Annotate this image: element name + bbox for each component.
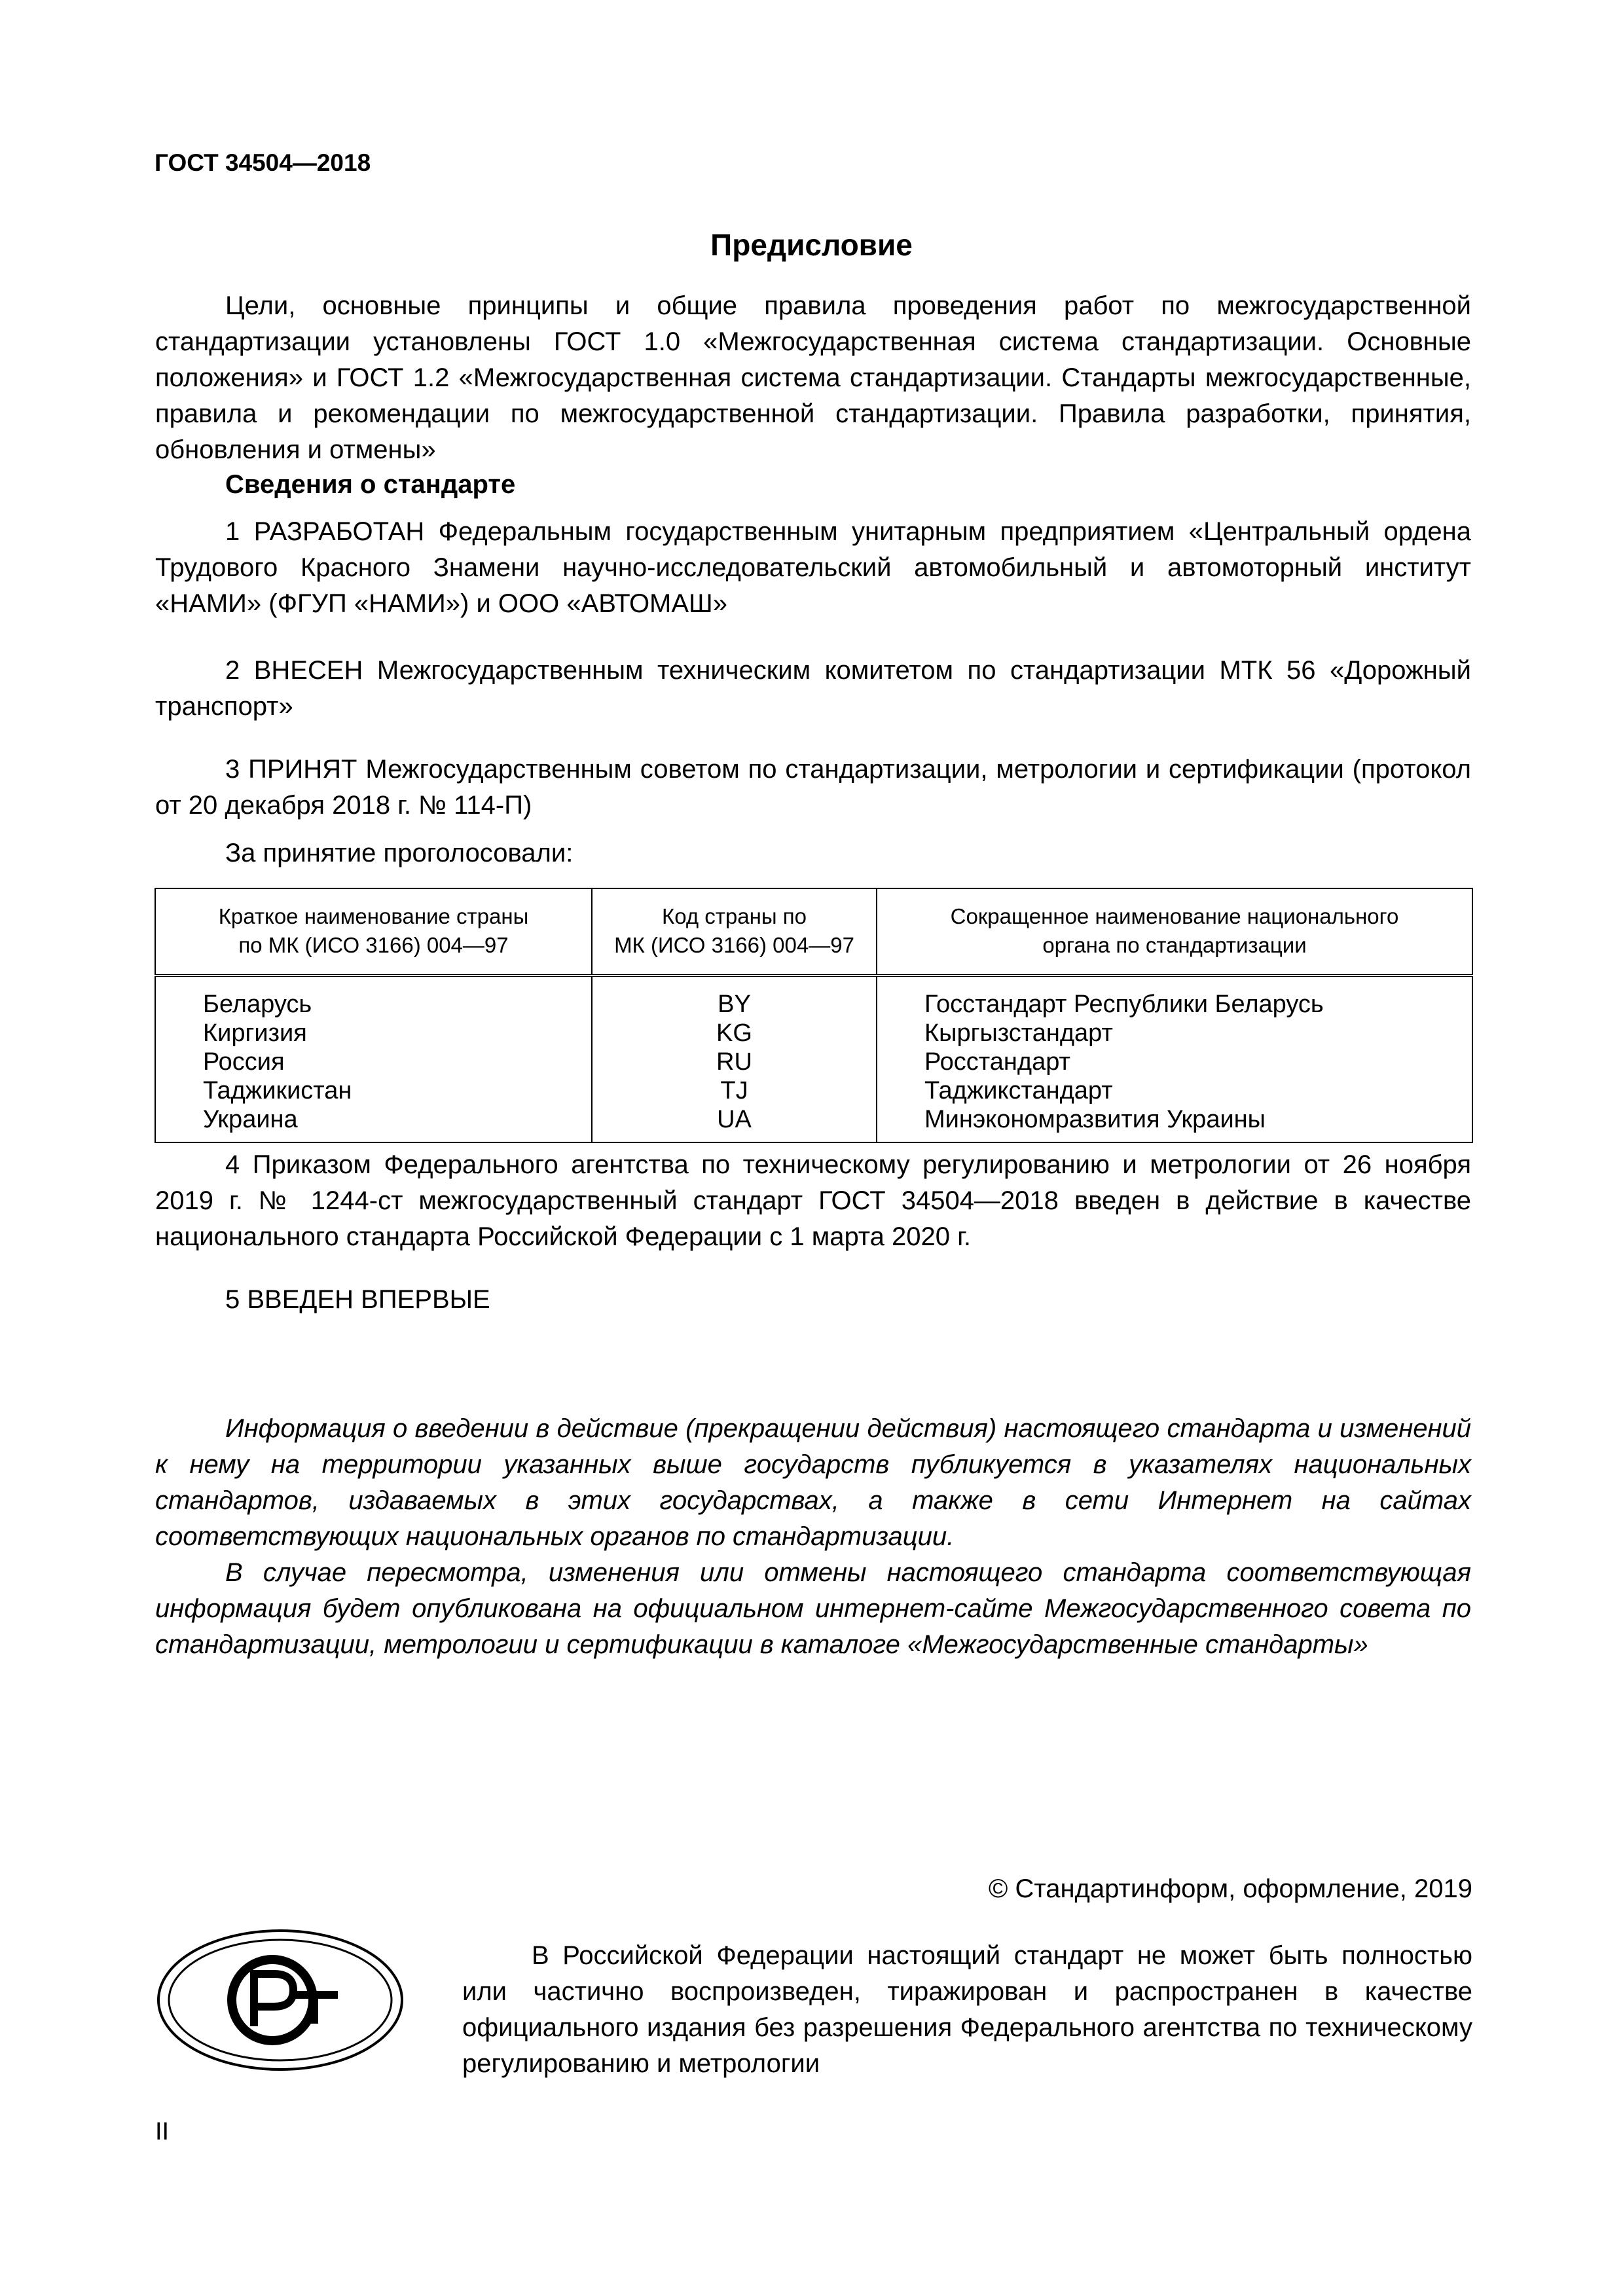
reproduction-notice: В Российской Федерации настоящий стандарт не может быть полностью или частично воспроизведен, тиражирован и распространен в качестве официального издания без разрешения Федерального агентства по техническому регулированию и метрологии [462, 1941, 1472, 2078]
page-number: II [155, 2118, 170, 2145]
cell-code: BY [592, 975, 877, 1019]
table-row [155, 1048, 1472, 1076]
copyright-line: © Стандартинформ, оформление, 2019 [988, 1874, 1472, 1903]
cell-country: Беларусь [155, 975, 592, 1019]
cell-code: TJ [592, 1076, 877, 1105]
cell-code: UA [592, 1105, 877, 1142]
cell-body: Росстандарт [877, 1048, 1472, 1076]
info-paragraph-2: В случае пересмотра, изменения или отмены настоящего стандарта соответствующая информация будет опубликована на официальном интернет-сайте Межгосударственного совета по стандартизации, метрологии и сертификации в каталоге «Межгосударственные стандарты» [155, 1558, 1471, 1659]
header-country-code: Код страны по МК (ИСО 3166) 004—97 [592, 888, 877, 975]
table-row [155, 1019, 1472, 1048]
cell-country: Киргизия [155, 1019, 592, 1048]
cell-code: KG [592, 1019, 877, 1048]
item-first-introduced: 5 ВВЕДЕН ВПЕРВЫЕ [225, 1285, 490, 1314]
table-header-row [155, 888, 1472, 975]
table-row [155, 1105, 1472, 1142]
voting-table [155, 888, 1473, 1143]
cell-body: Госстандарт Республики Беларусь [877, 975, 1472, 1019]
table-row [155, 1076, 1472, 1105]
cell-country: Россия [155, 1048, 592, 1076]
cell-body: Кыргызстандарт [877, 1019, 1472, 1048]
rst-logo-icon [156, 1928, 405, 2072]
cell-body: Минэкономразвития Украины [877, 1105, 1472, 1142]
page-title: Предисловие [710, 228, 913, 262]
cell-country: Таджикистан [155, 1076, 592, 1105]
rst-logo [156, 1928, 405, 2075]
info-paragraph-1: Информация о введении в действие (прекращении действия) настоящего стандарта и изменений к нему на территории указанных выше государств публикуется в указателях национальных стандартов, издаваемых в этих государствах, а также в сети Интернет на сайтах соответствующих национальных органов по стандартизации. [155, 1414, 1471, 1551]
item-adopted: 3 ПРИНЯТ Межгосударственным советом по стандартизации, метрологии и сертификации (протокол от 20 декабря 2018 г. № 114-П) [155, 755, 1471, 820]
item-enacted: 4 Приказом Федерального агентства по техническому регулированию и метрологии от 26 ноября 2019 г. № 1244-ст межгосударственный стандарт ГОСТ 34504—2018 введен в действие в качестве национального стандарта Российской Федерации с 1 марта 2020 г. [155, 1150, 1471, 1251]
header-national-body: Сокращенное наименование национального органа по стандартизации [877, 888, 1472, 975]
cell-body: Таджикстандарт [877, 1076, 1472, 1105]
cell-code: RU [592, 1048, 877, 1076]
table-row [155, 975, 1472, 1019]
vote-intro: За принятие проголосовали: [225, 839, 574, 867]
item-developed: 1 РАЗРАБОТАН Федеральным государственным унитарным предприятием «Центральный ордена Трудового Красного Знамени научно-исследовательский автомобильный и автомоторный институт «НАМИ» (ФГУП «НАМИ») и ООО «АВТОМАШ» [155, 517, 1471, 618]
cell-country: Украина [155, 1105, 592, 1142]
header-country: Краткое наименование страны по МК (ИСО 3166) 004—97 [155, 888, 592, 975]
item-introduced: 2 ВНЕСЕН Межгосударственным техническим комитетом по стандартизации МТК 56 «Дорожный транспорт» [155, 656, 1471, 721]
document-code-header: ГОСТ 34504—2018 [155, 149, 371, 176]
intro-paragraph: Цели, основные принципы и общие правила проведения работ по межгосударственной стандартизации установлены ГОСТ 1.0 «Межгосударственная система стандартизации. Основные положения» и ГОСТ 1.2 «Межгосударственная система стандартизации. Стандарты межгосударственные, правила и рекомендации по межгосударственной стандартизации. Правила разработки, принятия, обновления и отмены» [155, 291, 1471, 464]
standard-info-heading: Сведения о стандарте [225, 470, 516, 499]
